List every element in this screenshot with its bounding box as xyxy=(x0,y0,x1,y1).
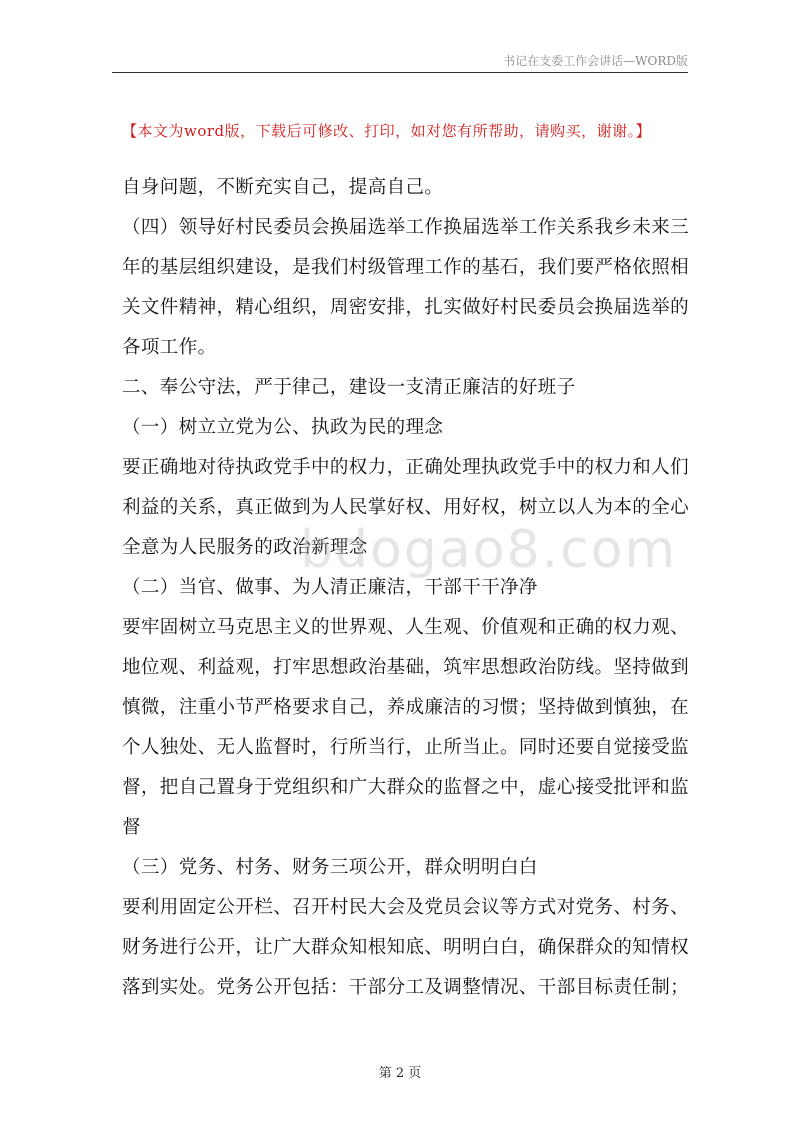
body-line: 年的基层组织建设，是我们村级管理工作的基石，我们要严格依照相 xyxy=(122,257,690,278)
body-line: 督 xyxy=(122,817,141,838)
header-title: 书记在支委工作会讲话—WORD版 xyxy=(503,54,688,68)
body-line: 各项工作。 xyxy=(122,337,217,358)
document-body xyxy=(122,168,690,1008)
body-line: 利益的关系，真正做到为人民掌好权、用好权，树立以人为本的全心 xyxy=(122,497,690,518)
body-line: 全意为人民服务的政治新理念 xyxy=(122,537,368,558)
body-line: 要牢固树立马克思主义的世界观、人生观、价值观和正确的权力观、 xyxy=(122,617,690,638)
body-line: 关文件精神，精心组织，周密安排，扎实做好村民委员会换届选举的 xyxy=(122,297,690,318)
subsection-heading: （三）党务、村务、财务三项公开，群众明明白白 xyxy=(122,857,538,878)
body-line: 要利用固定公开栏、召开村民大会及党员会议等方式对党务、村务、 xyxy=(122,897,690,918)
page-header xyxy=(112,50,688,73)
section-heading: 二、奉公守法，严于律己，建设一支清正廉洁的好班子 xyxy=(122,377,576,398)
body-line: 自身问题，不断充实自己，提高自己。 xyxy=(122,177,444,198)
body-line: （四）领导好村民委员会换届选举工作换届选举工作关系我乡未来三 xyxy=(122,217,690,238)
page-footer xyxy=(0,1062,800,1081)
watermark: bdogao8.com xyxy=(300,520,678,580)
body-line: 地位观、利益观，打牢思想政治基础，筑牢思想政治防线。坚持做到 xyxy=(122,657,690,678)
body-line: 落到实处。党务公开包括：干部分工及调整情况、干部目标责任制； xyxy=(122,977,690,998)
body-line: 财务进行公开，让广大群众知根知底、明明白白，确保群众的知情权 xyxy=(122,937,690,958)
body-line: 要正确地对待执政党手中的权力，正确处理执政党手中的权力和人们 xyxy=(122,457,690,478)
body-line: 个人独处、无人监督时，行所当行，止所当止。同时还要自觉接受监 xyxy=(122,737,690,758)
subsection-heading: （一）树立立党为公、执政为民的理念 xyxy=(122,417,444,438)
subsection-heading: （二）当官、做事、为人清正廉洁，干部干干净净 xyxy=(122,577,538,598)
page-number: 第 2 页 xyxy=(378,1066,422,1081)
body-line: 慎微，注重小节严格要求自己，养成廉洁的习惯；坚持做到慎独，在 xyxy=(122,697,690,718)
body-line: 督，把自己置身于党组织和广大群众的监督之中，虚心接受批评和监 xyxy=(122,777,690,798)
download-notice: 【本文为word版，下载后可修改、打印，如对您有所帮助，请购买，谢谢。】 xyxy=(122,122,652,140)
